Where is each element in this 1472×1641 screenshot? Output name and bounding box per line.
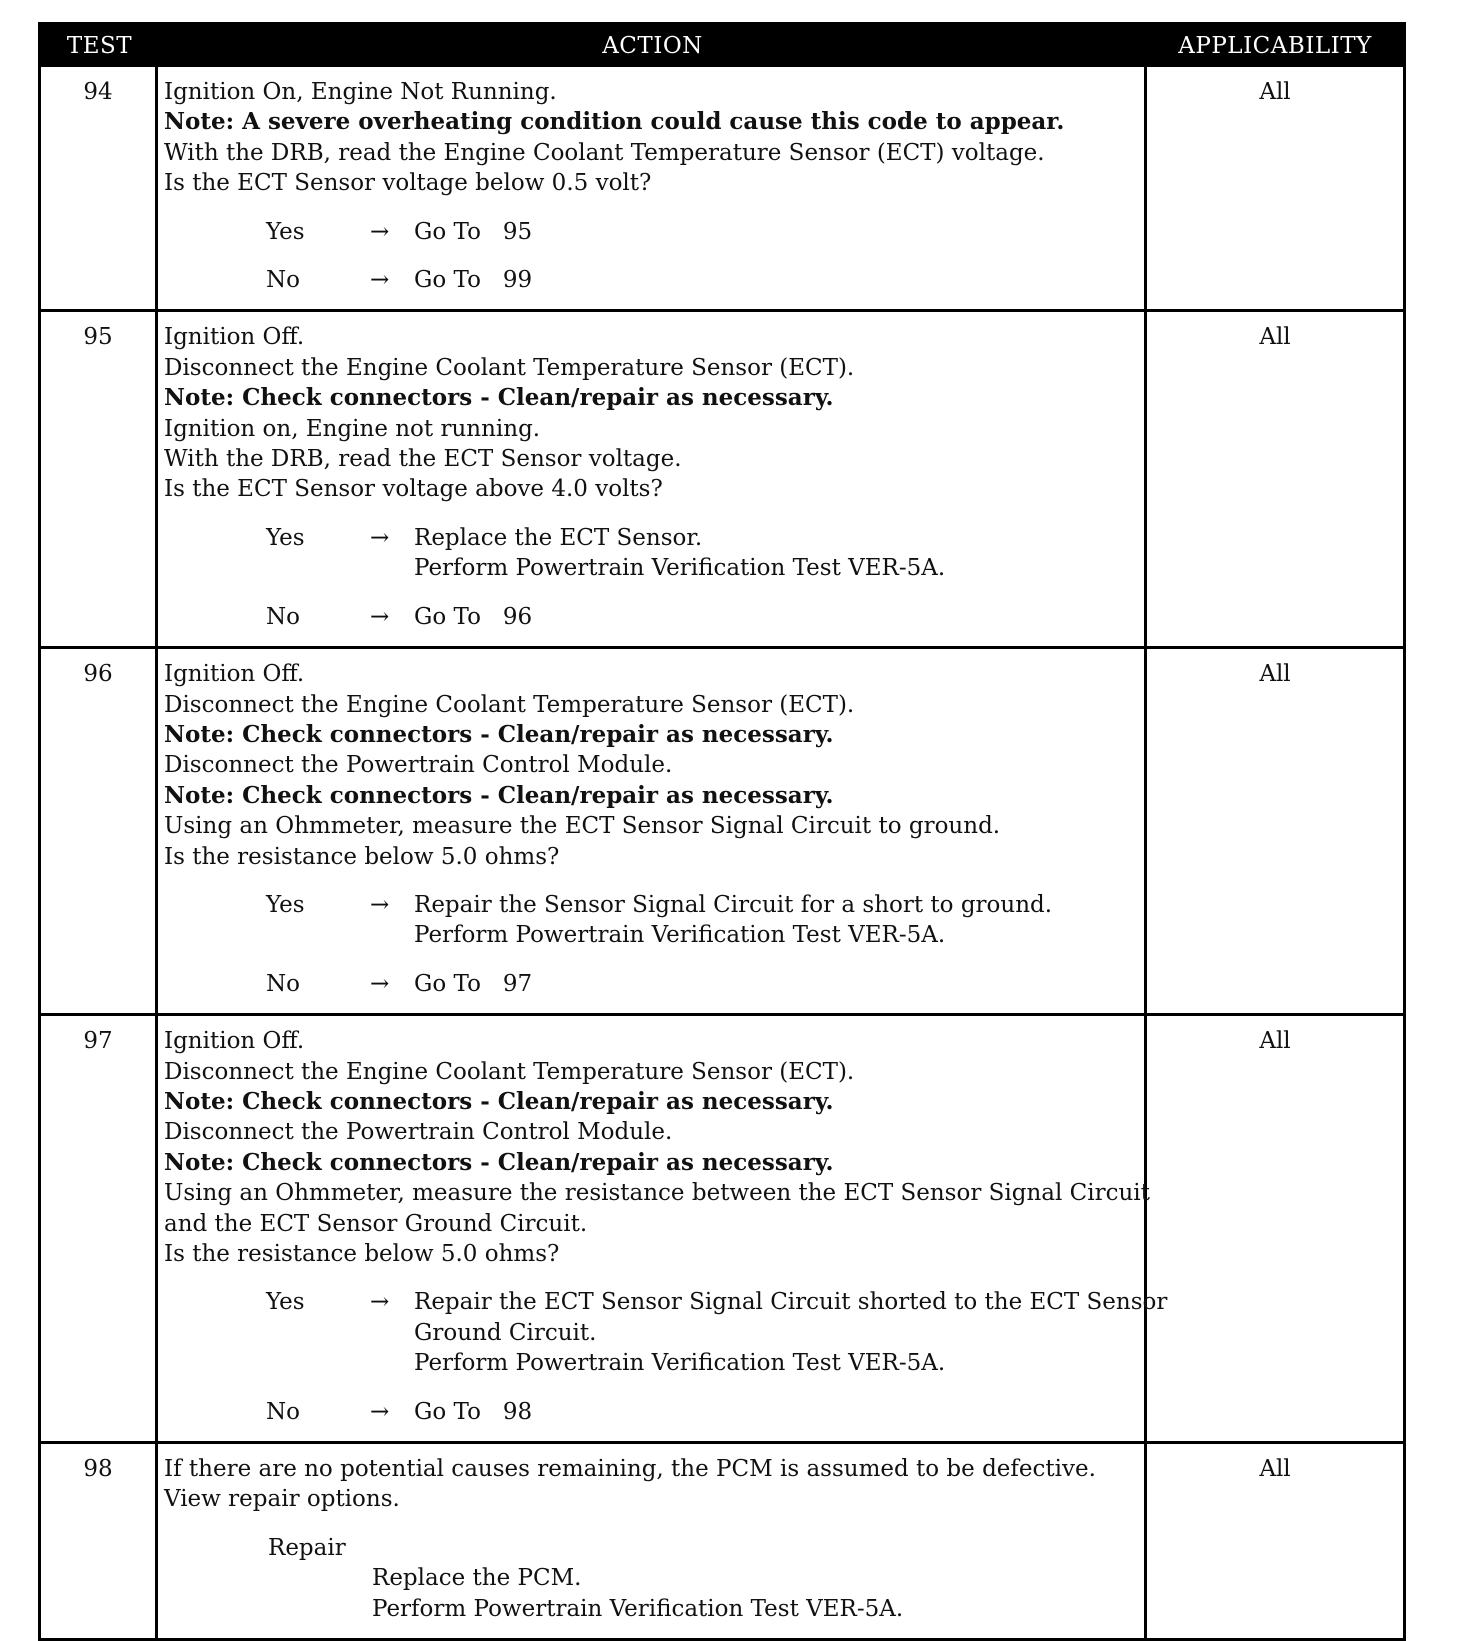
table-row bbox=[41, 1013, 1403, 1441]
branch-result bbox=[414, 1287, 1167, 1378]
branch-no bbox=[164, 969, 1144, 999]
action-cell bbox=[158, 1016, 1168, 1441]
branch-result bbox=[414, 969, 1144, 999]
branch-result-line: Go To 99 bbox=[414, 267, 533, 294]
branch-result-line: Go To 98 bbox=[414, 1398, 533, 1425]
note-line: Note: Check connectors - Clean/repair as necessary. bbox=[164, 720, 834, 748]
arrow-right-icon: → bbox=[370, 1289, 390, 1316]
arrow-right-icon: → bbox=[370, 267, 390, 294]
header-test: TEST bbox=[66, 33, 133, 59]
instruction-line: Is the resistance below 5.0 ohms? bbox=[164, 1241, 560, 1267]
header-action: ACTION bbox=[602, 33, 703, 59]
branch-yes bbox=[164, 523, 1144, 584]
arrow-right-icon: → bbox=[370, 891, 390, 918]
test-number: 94 bbox=[41, 67, 158, 309]
branch-result-line: Replace the ECT Sensor. bbox=[414, 524, 703, 551]
instruction-line: Is the ECT Sensor voltage below 0.5 volt? bbox=[164, 170, 652, 197]
applicability-cell: All bbox=[1259, 1456, 1291, 1483]
branch-result bbox=[414, 217, 1144, 247]
branch-result-line: Repair the Sensor Signal Circuit for a short to ground. bbox=[414, 891, 1053, 918]
instruction-line: If there are no potential causes remaining, the PCM is assumed to be defective. bbox=[164, 1456, 1096, 1483]
note-line: Note: A severe overheating condition could cause this code to appear. bbox=[164, 108, 1065, 136]
applicability-cell: All bbox=[1259, 1028, 1291, 1055]
arrow-right-icon: → bbox=[370, 524, 390, 551]
instruction-line: View repair options. bbox=[164, 1486, 400, 1513]
instruction-line: Using an Ohmmeter, measure the resistance between the ECT Sensor Signal Circuit bbox=[164, 1180, 1150, 1207]
branch-yes bbox=[164, 890, 1144, 951]
note-line: Note: Check connectors - Clean/repair as necessary. bbox=[164, 1148, 834, 1176]
branch-result bbox=[414, 890, 1144, 951]
action-cell bbox=[158, 67, 1147, 309]
instruction-line: Using an Ohmmeter, measure the ECT Sensor Signal Circuit to ground. bbox=[164, 813, 1001, 840]
note-line: Note: Check connectors - Clean/repair as necessary. bbox=[164, 1087, 834, 1115]
branch-no bbox=[164, 265, 1144, 295]
test-number: 98 bbox=[41, 1444, 158, 1638]
instruction-line: Ignition Off. bbox=[164, 1028, 305, 1055]
branch-yes bbox=[164, 217, 1144, 247]
instruction-line: With the DRB, read the Engine Coolant Temperature Sensor (ECT) voltage. bbox=[164, 139, 1045, 166]
repair-label: Repair bbox=[268, 1534, 346, 1561]
branch-result-line: Go To 96 bbox=[414, 603, 533, 630]
instruction-line: Is the ECT Sensor voltage above 4.0 volts? bbox=[164, 476, 663, 503]
table-row bbox=[41, 646, 1403, 1013]
action-cell bbox=[158, 1444, 1147, 1638]
instruction-line: Disconnect the Engine Coolant Temperature Sensor (ECT). bbox=[164, 354, 855, 381]
instruction-line: Disconnect the Powertrain Control Module. bbox=[164, 752, 673, 779]
action-cell bbox=[158, 312, 1147, 646]
branch-result-line: Ground Circuit. bbox=[414, 1319, 597, 1346]
instruction-line: Is the resistance below 5.0 ohms? bbox=[164, 843, 560, 870]
instruction-line: With the DRB, read the ECT Sensor voltage. bbox=[164, 446, 682, 473]
branch-result bbox=[414, 1397, 1144, 1427]
branch-result-line: Perform Powertrain Verification Test VER-5A. bbox=[414, 922, 946, 949]
branch-label: Yes bbox=[266, 891, 305, 918]
branch-no bbox=[164, 602, 1144, 632]
arrow-right-icon: → bbox=[370, 218, 390, 245]
test-number: 95 bbox=[41, 312, 158, 646]
note-line: Note: Check connectors - Clean/repair as necessary. bbox=[164, 384, 834, 412]
applicability-cell: All bbox=[1259, 79, 1291, 105]
header-applicability: APPLICABILITY bbox=[1178, 33, 1372, 59]
branch-no bbox=[164, 1397, 1144, 1427]
test-number: 97 bbox=[41, 1016, 158, 1441]
repair-options bbox=[372, 1563, 1144, 1624]
branch-label: No bbox=[266, 267, 300, 294]
repair-line: Perform Powertrain Verification Test VER-5A. bbox=[372, 1595, 904, 1622]
arrow-right-icon: → bbox=[370, 1398, 390, 1425]
instruction-line: Ignition on, Engine not running. bbox=[164, 415, 541, 442]
branch-result-line: Perform Powertrain Verification Test VER-5A. bbox=[414, 555, 946, 582]
instruction-line: Ignition On, Engine Not Running. bbox=[164, 79, 557, 105]
instruction-line: and the ECT Sensor Ground Circuit. bbox=[164, 1210, 588, 1237]
branch-label: Yes bbox=[266, 524, 305, 551]
applicability-cell: All bbox=[1259, 661, 1291, 688]
table-row bbox=[41, 309, 1403, 646]
arrow-right-icon: → bbox=[370, 603, 390, 630]
applicability-cell: All bbox=[1259, 324, 1291, 351]
branch-result-line: Go To 97 bbox=[414, 970, 533, 997]
instruction-line: Ignition Off. bbox=[164, 324, 305, 351]
table-row bbox=[41, 67, 1403, 309]
branch-result bbox=[414, 265, 1144, 295]
instruction-line: Ignition Off. bbox=[164, 661, 305, 688]
branch-result-line: Perform Powertrain Verification Test VER-5A. bbox=[414, 1350, 946, 1377]
instruction-line: Disconnect the Engine Coolant Temperature Sensor (ECT). bbox=[164, 1058, 855, 1085]
arrow-right-icon: → bbox=[370, 970, 390, 997]
branch-result bbox=[414, 523, 1144, 584]
branch-result-line: Repair the ECT Sensor Signal Circuit shorted to the ECT Sensor bbox=[414, 1289, 1168, 1316]
test-number: 96 bbox=[41, 649, 158, 1013]
branch-label: No bbox=[266, 1398, 300, 1425]
table-row bbox=[41, 1441, 1403, 1638]
action-cell bbox=[158, 649, 1147, 1013]
table-body bbox=[41, 67, 1403, 1638]
branch-label: Yes bbox=[266, 218, 305, 245]
diagnostic-test-table bbox=[38, 22, 1406, 1641]
repair-line: Replace the PCM. bbox=[372, 1565, 582, 1592]
branch-label: Yes bbox=[266, 1289, 305, 1316]
instruction-line: Disconnect the Engine Coolant Temperature Sensor (ECT). bbox=[164, 691, 855, 718]
table-header bbox=[41, 25, 1403, 67]
branch-yes bbox=[164, 1287, 1168, 1378]
branch-result-line: Go To 95 bbox=[414, 218, 533, 245]
branch-label: No bbox=[266, 603, 300, 630]
instruction-line: Disconnect the Powertrain Control Module. bbox=[164, 1119, 673, 1146]
note-line: Note: Check connectors - Clean/repair as necessary. bbox=[164, 781, 834, 809]
branch-label: No bbox=[266, 970, 300, 997]
branch-result bbox=[414, 602, 1144, 632]
